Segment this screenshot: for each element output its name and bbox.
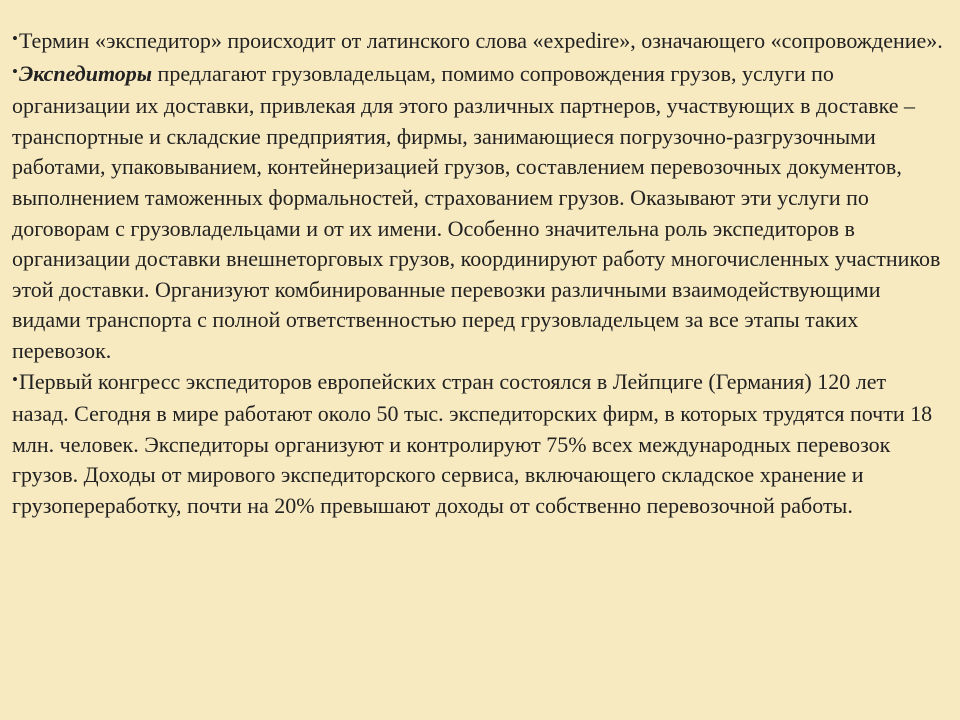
bullet-text: Термин «экспедитор» происходит от латинского слова «expedire», означающего «сопровождение». (18, 28, 943, 53)
bullet-paragraph-1 (12, 26, 946, 59)
bullet-marker: • (12, 369, 18, 389)
bullet-paragraph-2 (12, 59, 946, 367)
bullet-marker: • (12, 61, 18, 81)
bullet-text: Первый конгресс экспедиторов европейских стран состоялся в Лейпциге (Германия) 120 лет назад. Сегодня в мире работают около 50 тыс. экспедиторских фирм, в которых трудятся почти 18 млн. человек. Экспедиторы организуют и контролируют 75% всех международных перевозок грузов. Доходы от мирового экспедиторского сервиса, включающего складское хранение и грузопереработку, почти на 20% превышают доходы от собственно перевозочной работы. (12, 368, 933, 518)
bullet-paragraph-3 (12, 367, 946, 522)
bullet-marker: • (12, 29, 18, 48)
bullet-text: предлагают грузовладельцам, помимо сопровождения грузов, услуги по организации их доставки, привлекая для этого различных партнеров, участвующих в доставке – транспортные и складские предприятия, фирмы, занимающиеся погрузочно-разгрузочными работами, упаковыванием, контейнеризацией грузов, составлением перевозочных документов, выполнением таможенных формальностей, страхованием грузов. Оказывают эти услуги по договорам с грузовладельцами и от их имени. Особенно значительна роль экспедиторов в организации доставки внешнеторговых грузов, координируют работу многочисленных участников этой доставки. Организуют комбинированные перевозки различными взаимодействующими видами транспорта с полной ответственностью перед грузовладельцем за все этапы таких перевозок. (12, 60, 941, 363)
emphasized-term: Экспедиторы (18, 60, 153, 86)
